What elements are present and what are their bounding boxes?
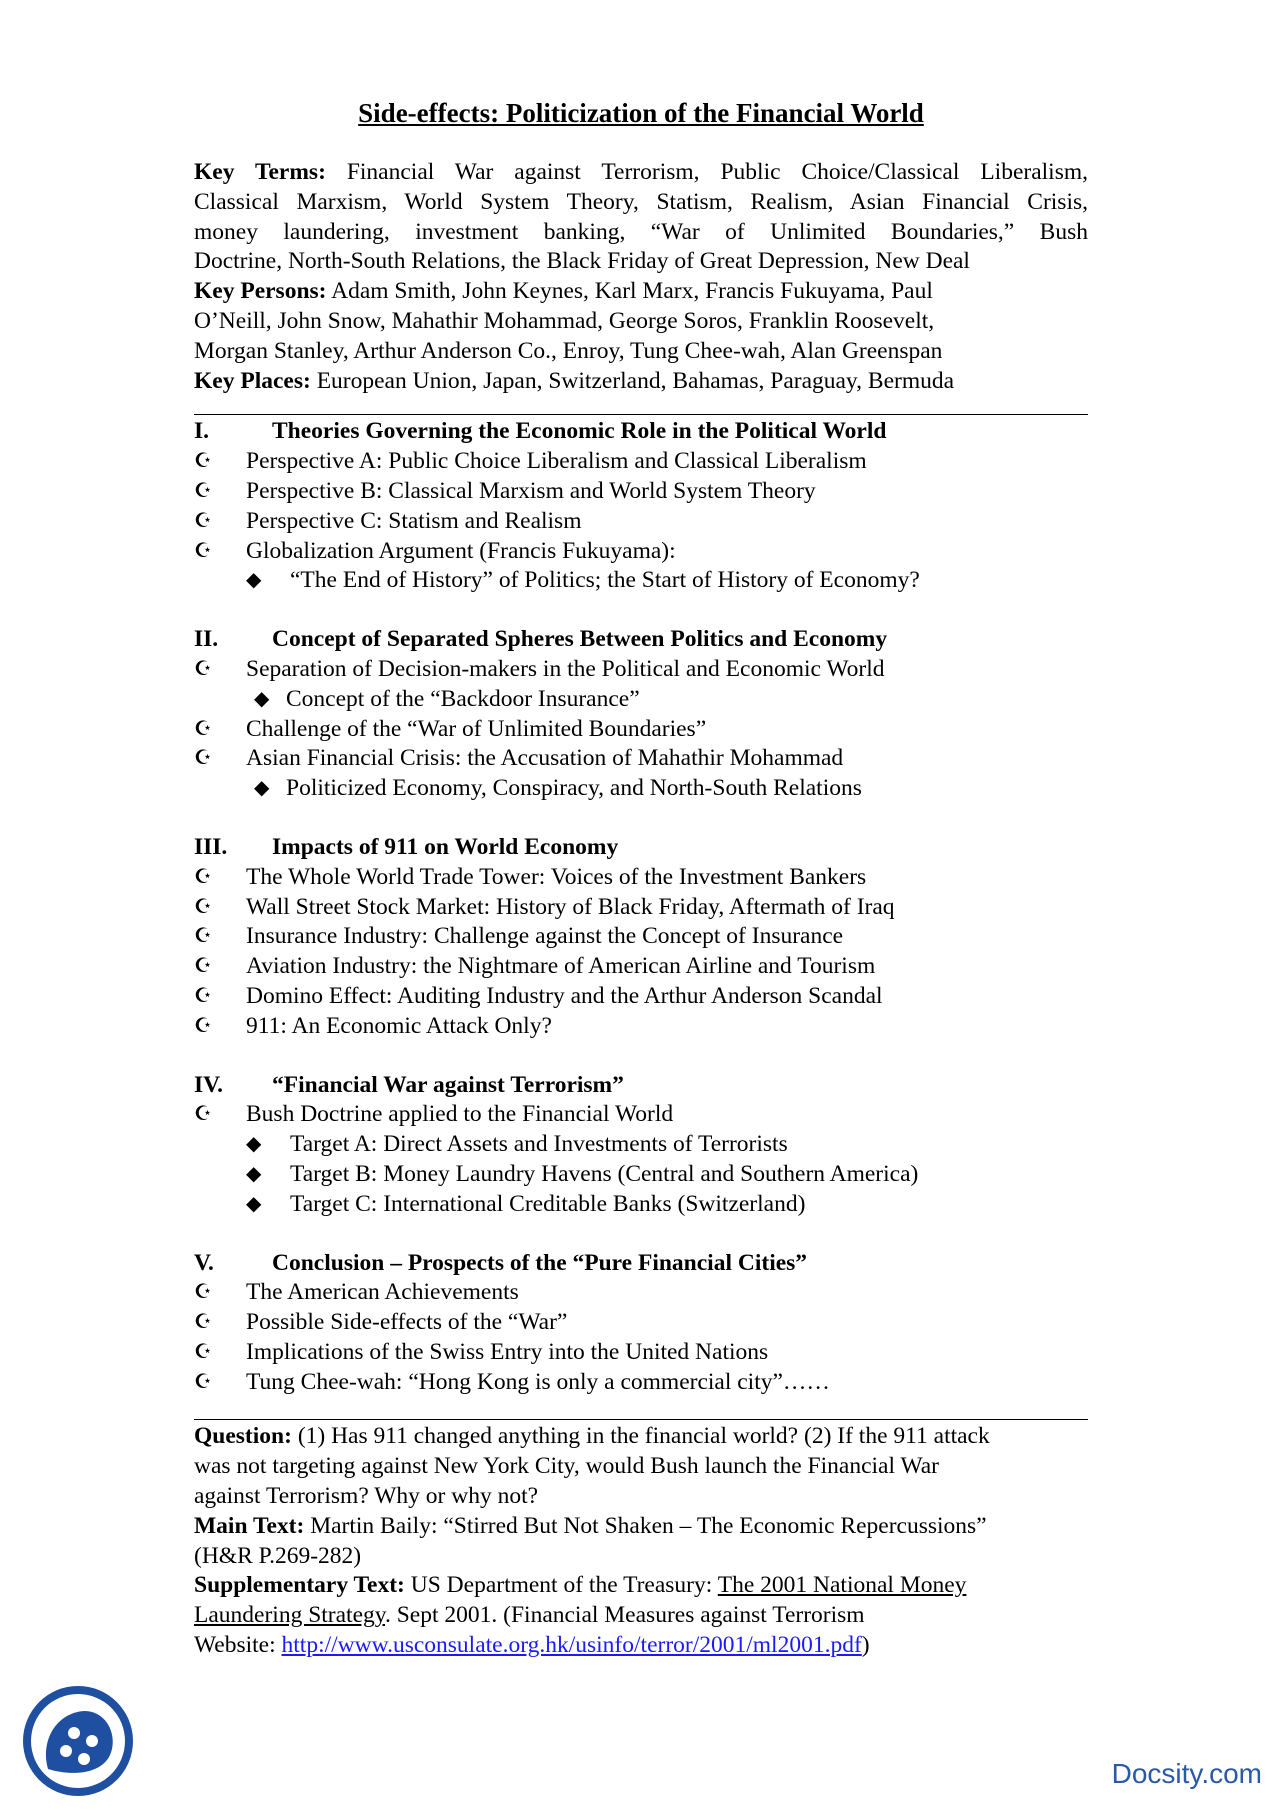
question-label: Question: [194, 1423, 292, 1450]
bullet-icon: ☪ [194, 1014, 212, 1037]
bullet-icon: ☪ [194, 657, 212, 680]
bullet-icon: ☪ [194, 450, 212, 473]
outline-section [194, 1249, 1088, 1398]
outline-item-text: Wall Street Stock Market: History of Black Friday, Aftermath of Iraq [246, 893, 895, 920]
outline-item [194, 952, 1088, 982]
main-text-line-2: (H&R P.269-282) [194, 1542, 362, 1569]
outline-item-text: Insurance Industry: Challenge against the Concept of Insurance [246, 923, 844, 950]
outline-item-text: Challenge of the “War of Unlimited Boundaries” [246, 715, 707, 742]
docsity-logo-icon [18, 1681, 138, 1801]
outline-subitem-text: Target C: International Creditable Banks (Switzerland) [290, 1190, 806, 1217]
supplementary-line-2: Laundering Strategy. Sept 2001. (Financial Measures against Terrorism [194, 1602, 865, 1629]
bullet-icon: ☪ [194, 925, 212, 948]
section-heading [194, 417, 1088, 447]
outline-subitem-text: Target A: Direct Assets and Investments of Terrorists [290, 1131, 788, 1158]
outline-item-text: Tung Chee-wah: “Hong Kong is only a commercial city”…… [246, 1368, 830, 1395]
outline-item-text: Possible Side-effects of the “War” [246, 1309, 568, 1336]
outline-item-text: The American Achievements [246, 1279, 519, 1306]
outline-item [194, 537, 1088, 567]
outline-section [194, 625, 1088, 804]
outline-section [194, 1071, 1088, 1220]
key-persons-label: Key Persons: [194, 278, 327, 305]
supplementary-line-1: Supplementary Text: US Department of the Treasury: The 2001 National Money [194, 1572, 967, 1599]
outline-subitem-text: “The End of History” of Politics; the Start of History of Economy? [290, 567, 920, 594]
key-terms-label: Key Terms: [194, 159, 326, 185]
section-heading-text: Theories Governing the Economic Role in the Political World [272, 418, 887, 445]
outline-sections [194, 417, 1088, 1397]
main-text-line-1: Main Text: Martin Baily: “Stirred But Not Shaken – The Economic Repercussions” [194, 1512, 987, 1539]
outline-item-text: Implications of the Swiss Entry into the United Nations [246, 1338, 769, 1365]
outline-item [194, 1308, 1088, 1338]
outline-section [194, 833, 1088, 1042]
diamond-bullet-icon: ◆ [246, 1162, 262, 1185]
outline-item [194, 447, 1088, 477]
section-number: II. [194, 626, 219, 653]
question-line-1: Question: (1) Has 911 changed anything in the financial world? (2) If the 911 attack [194, 1423, 990, 1450]
key-persons-line-2: O’Neill, John Snow, Mahathir Mohammad, George Soros, Franklin Roosevelt, [194, 307, 935, 334]
outline-item-text: Perspective A: Public Choice Liberalism and Classical Liberalism [246, 448, 867, 475]
outline-item [194, 863, 1088, 893]
key-terms-line-4: Doctrine, North-South Relations, the Black Friday of Great Depression, New Deal [194, 248, 970, 275]
outline-item [194, 655, 1088, 685]
diamond-bullet-icon: ◆ [254, 777, 270, 800]
key-terms-line-3: money laundering, investment banking, “War of Unlimited Boundaries,” Bush [194, 218, 1088, 245]
section-heading [194, 625, 1088, 655]
outline-item-text: 911: An Economic Attack Only? [246, 1012, 552, 1039]
divider-bottom [194, 1419, 1088, 1420]
section-number: IV. [194, 1071, 223, 1098]
outline-item [194, 922, 1088, 952]
supplementary-label: Supplementary Text: [194, 1572, 405, 1599]
outline-item-text: Separation of Decision-makers in the Political and Economic World [246, 655, 885, 682]
section-heading-text: “Financial War against Terrorism” [272, 1071, 624, 1098]
section-number: I. [194, 418, 210, 445]
outline-item-text: Aviation Industry: the Nightmare of American Airline and Tourism [246, 953, 876, 980]
outline-item [194, 715, 1088, 745]
bullet-icon: ☪ [194, 1311, 212, 1334]
bullet-icon: ☪ [194, 717, 212, 740]
question-line-2: was not targeting against New York City, would Bush launch the Financial War [194, 1453, 940, 1480]
website-link[interactable]: http://www.usconsulate.org.hk/usinfo/terror/2001/ml2001.pdf [281, 1632, 862, 1659]
outline-item [194, 1278, 1088, 1308]
bullet-icon: ☪ [194, 865, 212, 888]
outline-subitem [194, 685, 1088, 715]
outline-item-text: Perspective B: Classical Marxism and World System Theory [246, 477, 816, 504]
outline-subitem-text: Concept of the “Backdoor Insurance” [286, 685, 640, 712]
bullet-icon: ☪ [194, 1103, 212, 1126]
section-heading [194, 1071, 1088, 1101]
section-heading [194, 1249, 1088, 1279]
outline-item-text: Asian Financial Crisis: the Accusation of Mahathir Mohammad [246, 745, 844, 772]
bullet-icon: ☪ [194, 539, 212, 562]
section-heading-text: Impacts of 911 on World Economy [272, 833, 619, 860]
section-heading-text: Conclusion – Prospects of the “Pure Financial Cities” [272, 1249, 808, 1276]
outline-item [194, 1368, 1088, 1398]
key-info [194, 158, 1088, 396]
supplementary-title: The 2001 National Money [717, 1572, 967, 1599]
section-heading-text: Concept of Separated Spheres Between Politics and Economy [272, 626, 888, 653]
outline-item [194, 893, 1088, 923]
diamond-bullet-icon: ◆ [246, 1192, 262, 1215]
bullet-icon: ☪ [194, 479, 212, 502]
section-number: III. [194, 833, 228, 860]
outline-item [194, 982, 1088, 1012]
divider-top [194, 414, 1088, 415]
bullet-icon: ☪ [194, 895, 212, 918]
outline-item-text: Globalization Argument (Francis Fukuyama): [246, 537, 676, 564]
outline-subitem [194, 1160, 1088, 1190]
bullet-icon: ☪ [194, 984, 212, 1007]
outline-item [194, 744, 1088, 774]
outline-item-text: Perspective C: Statism and Realism [246, 507, 582, 534]
bullet-icon: ☪ [194, 955, 212, 978]
key-places-label: Key Places: [194, 367, 311, 394]
section-heading [194, 833, 1088, 863]
outline-item-text: Domino Effect: Auditing Industry and the Arthur Anderson Scandal [246, 982, 883, 1009]
outline-subitem [194, 566, 1088, 596]
diamond-bullet-icon: ◆ [254, 687, 270, 710]
outline-subitem [194, 774, 1088, 804]
main-text-label: Main Text: [194, 1512, 305, 1539]
bullet-icon: ☪ [194, 1370, 212, 1393]
key-terms-line-1: Key Terms: Financial War against Terrorism, Public Choice/Classical Liberalism, [194, 159, 1088, 185]
outline-subitem [194, 1130, 1088, 1160]
diamond-bullet-icon: ◆ [246, 569, 262, 592]
key-places-line: Key Places: European Union, Japan, Switzerland, Bahamas, Paraguay, Bermuda [194, 367, 955, 394]
outline-item [194, 507, 1088, 537]
outline-subitem [194, 1190, 1088, 1220]
outline-item [194, 1100, 1088, 1130]
document-page [194, 96, 1088, 1661]
question-line-3: against Terrorism? Why or why not? [194, 1483, 539, 1510]
outline-subitem-text: Politicized Economy, Conspiracy, and North-South Relations [286, 775, 862, 802]
outline-section [194, 417, 1088, 596]
outline-item [194, 477, 1088, 507]
readings-block [194, 1422, 1088, 1660]
outline-item [194, 1012, 1088, 1042]
key-terms-line-2: Classical Marxism, World System Theory, Statism, Realism, Asian Financial Crisis, [194, 188, 1088, 215]
outline-item-text: Bush Doctrine applied to the Financial World [246, 1101, 674, 1128]
docsity-watermark: Docsity.com [1111, 1758, 1262, 1789]
bullet-icon: ☪ [194, 509, 212, 532]
bullet-icon: ☪ [194, 747, 212, 770]
key-persons-line-3: Morgan Stanley, Arthur Anderson Co., Enroy, Tung Chee-wah, Alan Greenspan [194, 337, 943, 364]
outline-subitem-text: Target B: Money Laundry Havens (Central and Southern America) [290, 1160, 919, 1187]
bullet-icon: ☪ [194, 1340, 212, 1363]
key-persons-line-1: Key Persons: Adam Smith, John Keynes, Karl Marx, Francis Fukuyama, Paul [194, 278, 933, 305]
outline-item [194, 1338, 1088, 1368]
diamond-bullet-icon: ◆ [246, 1133, 262, 1156]
bullet-icon: ☪ [194, 1281, 212, 1304]
website-line: Website: http://www.usconsulate.org.hk/usinfo/terror/2001/ml2001.pdf) [194, 1632, 870, 1659]
outline-item-text: The Whole World Trade Tower: Voices of the Investment Bankers [246, 863, 867, 890]
section-number: V. [194, 1249, 214, 1276]
document-title: Side-effects: Politicization of the Financial World [358, 98, 924, 128]
